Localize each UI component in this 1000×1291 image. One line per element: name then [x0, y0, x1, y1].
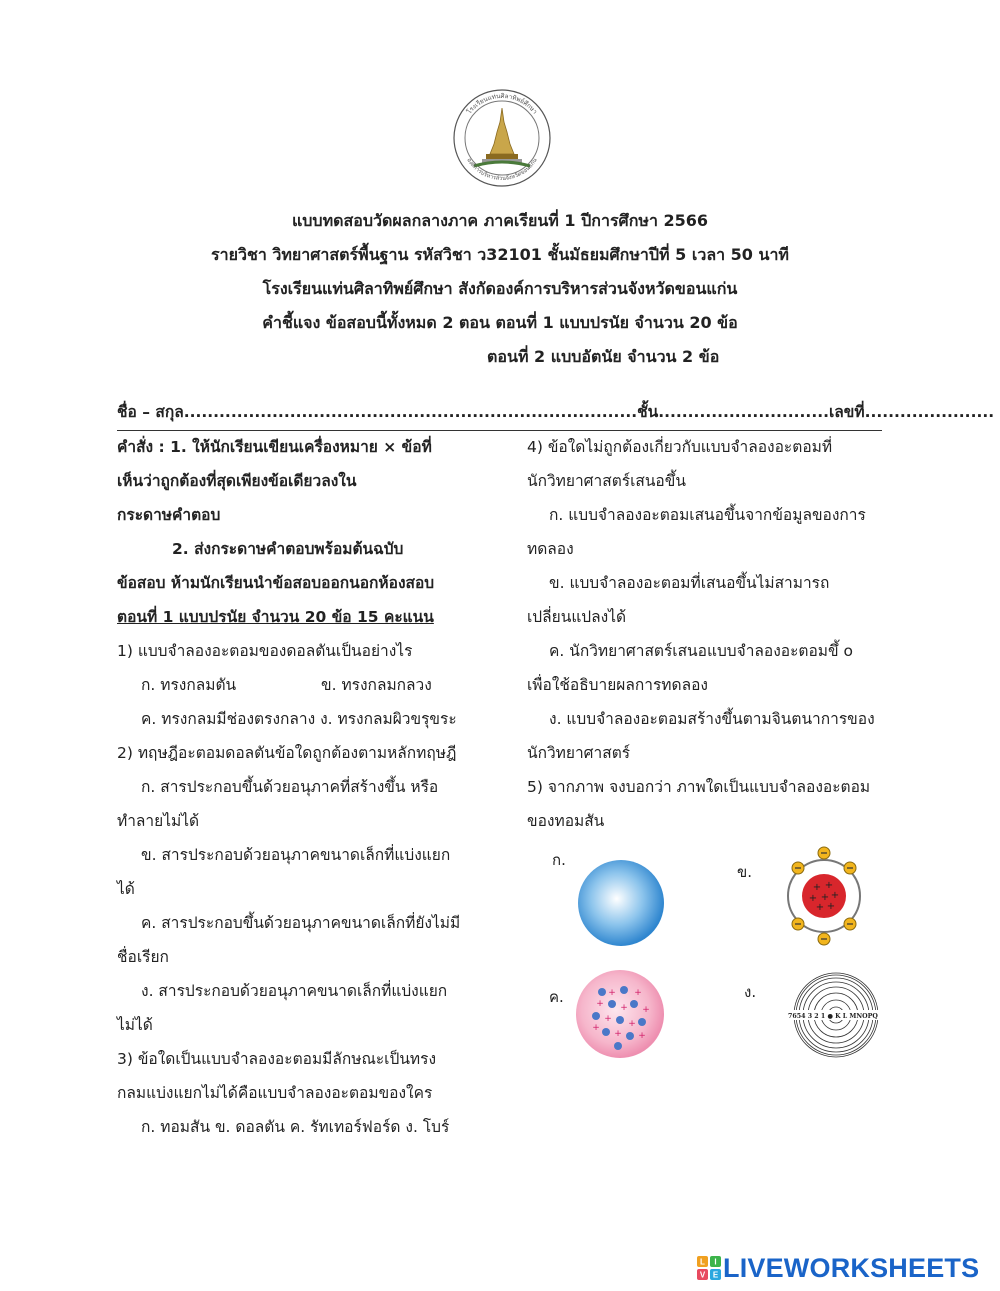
left-line	[117, 566, 487, 600]
right-text: นักวิทยาศาสตร์	[527, 744, 631, 762]
choice-d-label: ง.	[744, 983, 757, 1001]
right-text: ก. แบบจำลองอะตอมเสนอขึ้นจากข้อมูลของการ	[549, 506, 866, 524]
left-line	[117, 498, 487, 532]
right-line	[527, 532, 897, 566]
dalton-model-image[interactable]	[576, 858, 666, 952]
left-text: 1) แบบจำลองอะตอมของดอลตันเป็นอย่างไร	[117, 642, 413, 660]
svg-text:+: +	[608, 988, 616, 998]
left-text: กลมแบ่งแยกไม่ได้คือแบบจำลองอะตอมของใคร	[117, 1084, 433, 1102]
left-text: ค. สารประกอบขึ้นด้วยอนุภาคขนาดเล็กที่ยังไม่มี	[141, 914, 461, 932]
left-text: ทำลายไม่ได้	[117, 812, 200, 830]
left-text: ได้	[117, 880, 135, 898]
left-text: 3) ข้อใดเป็นแบบจำลองอะตอมมีลักษณะเป็นทรง	[117, 1050, 437, 1068]
right-text: ง. แบบจำลองอะตอมสร้างขึ้นตามจินตนาการของ	[549, 710, 875, 728]
thomson-model-image[interactable]	[574, 968, 666, 1064]
bohr-shell-model-image[interactable]	[786, 972, 886, 1062]
right-text: นักวิทยาศาสตร์เสนอขึ้น	[527, 472, 686, 490]
left-line	[117, 532, 487, 566]
left-line	[117, 940, 487, 974]
svg-text:+: +	[820, 892, 830, 903]
right-text: ค. นักวิทยาศาสตร์เสนอแบบจำลองอะตอมขึ้ o	[549, 642, 854, 660]
right-line	[527, 464, 897, 498]
left-line	[117, 634, 487, 668]
right-line	[527, 702, 897, 736]
liveworksheets-logo-icon	[697, 1256, 721, 1284]
svg-text:+: +	[620, 1003, 628, 1013]
left-text: ข้อสอบ ห้ามนักเรียนนำข้อสอบออกนอกห้องสอบ	[117, 574, 435, 592]
exam-title: แบบทดสอบวัดผลกลางภาค ภาคเรียนที่ 1 ปีการศึกษา 2566	[291, 211, 709, 230]
left-line	[117, 464, 487, 498]
svg-text:+: +	[628, 1019, 636, 1029]
right-line	[527, 770, 897, 804]
right-line	[527, 600, 897, 634]
left-line	[117, 1076, 487, 1110]
left-line	[117, 804, 487, 838]
right-text: 4) ข้อใดไม่ถูกต้องเกี่ยวกับแบบจำลองอะตอมที่	[527, 438, 833, 456]
svg-text:+: +	[592, 1023, 600, 1033]
svg-text:+: +	[830, 890, 840, 901]
seal-bottom-text: องค์การบริหารส่วนจังหวัดขอนแก่น	[465, 157, 539, 183]
bohr-electron-model-image[interactable]	[777, 846, 871, 950]
left-text: ตอนที่ 1 แบบปรนัย จำนวน 20 ข้อ 15 คะแนน	[117, 608, 434, 626]
left-line	[117, 1042, 487, 1076]
student-name-line[interactable]: ชื่อ – สกุล.............................................................................ชั้น.............................เลขที่......................	[117, 403, 995, 421]
left-line	[117, 1008, 487, 1042]
left-line	[117, 906, 487, 940]
right-line	[527, 430, 897, 464]
right-line	[527, 566, 897, 600]
right-text: ทดลอง	[527, 540, 574, 558]
svg-text:I: I	[714, 1257, 717, 1267]
left-text: เห็นว่าถูกต้องที่สุดเพียงข้อเดียวลงใน	[117, 472, 357, 490]
left-text: 2) ทฤษฎีอะตอมดอลตันข้อใดถูกต้องตามหลักทฤษฎี	[117, 744, 457, 762]
left-text: ข. สารประกอบด้วยอนุภาคขนาดเล็กที่แบ่งแยก	[141, 846, 451, 864]
left-text: คำสั่ง : 1. ให้นักเรียนเขียนเครื่องหมาย × ข้อที่	[117, 438, 432, 456]
left-line	[117, 600, 487, 634]
subject-line: รายวิชา วิทยาศาสตร์พื้นฐาน รหัสวิชา ว32101 ชั้นมัธยมศึกษาปีที่ 5 เวลา 50 นาที	[211, 245, 789, 264]
left-text: ก. สารประกอบขึ้นด้วยอนุภาคที่สร้างขึ้น หรือ	[141, 778, 439, 796]
right-text: ข. แบบจำลองอะตอมที่เสนอขึ้นไม่สามารถ	[549, 574, 830, 592]
right-line	[527, 498, 897, 532]
left-line	[117, 838, 487, 872]
left-text: ชื่อเรียก	[117, 948, 169, 966]
svg-text:L: L	[700, 1257, 705, 1267]
left-text: ค. ทรงกลมมีช่องตรงกลาง ง. ทรงกลมผิวขรุขระ	[141, 710, 457, 728]
right-line	[527, 668, 897, 702]
svg-text:+: +	[604, 1014, 612, 1024]
school-seal	[452, 88, 552, 188]
right-text: 5) จากภาพ จงบอกว่า ภาพใดเป็นแบบจำลองอะตอม	[527, 778, 871, 796]
left-line	[117, 736, 487, 770]
right-line	[527, 634, 897, 668]
left-line	[117, 702, 487, 736]
instructions-line: คำชี้แจง ข้อสอบนี้ทั้งหมด 2 ตอน ตอนที่ 1 แบบปรนัย จำนวน 20 ข้อ	[262, 313, 738, 332]
right-text: เพื่อใช้อธิบายผลการทดลอง	[527, 676, 708, 694]
left-text: 2. ส่งกระดาษคำตอบพร้อมต้นฉบับ	[172, 540, 404, 558]
choice-c-label: ค.	[549, 988, 564, 1006]
svg-text:+: +	[634, 988, 642, 998]
left-line	[117, 872, 487, 906]
svg-text:+: +	[826, 901, 836, 912]
left-text: ไม่ได้	[117, 1016, 153, 1034]
school-line: โรงเรียนแท่นศิลาทิพย์ศึกษา สังกัดองค์การบริหารส่วนจังหวัดขอนแก่น	[262, 279, 738, 298]
left-text: กระดาษคำตอบ	[117, 506, 221, 524]
right-text: เปลี่ยนแปลงได้	[527, 608, 627, 626]
liveworksheets-brand[interactable]: LIVEWORKSHEETS	[723, 1253, 980, 1283]
choice-a-label: ก.	[552, 851, 566, 869]
left-text: ง. สารประกอบด้วยอนุภาคขนาดเล็กที่แบ่งแยก	[141, 982, 448, 1000]
right-text: ของทอมสัน	[527, 812, 605, 830]
svg-text:+: +	[815, 902, 825, 913]
right-column	[527, 430, 897, 838]
left-line	[117, 974, 487, 1008]
svg-text:+: +	[642, 1005, 650, 1015]
seal-top-text: โรงเรียนแท่นศิลาทิพย์ศึกษา	[465, 92, 539, 116]
svg-text:องค์การบริหารส่วนจังหวัดขอนแก่	[465, 157, 538, 182]
svg-text:โรงเรียนแท่นศิลาทิพย์ศึกษา	[465, 92, 538, 116]
svg-text:+: +	[808, 893, 818, 904]
left-line	[117, 1110, 487, 1144]
left-line	[117, 668, 487, 702]
left-line	[117, 770, 487, 804]
instructions-line-2: ตอนที่ 2 แบบอัตนัย จำนวน 2 ข้อ	[487, 347, 720, 366]
svg-text:+: +	[812, 882, 822, 893]
right-line	[527, 804, 897, 838]
left-column	[117, 430, 487, 1144]
bohr-shell-labels: 7654 3 2 1 ● K L MNOPQ	[788, 1013, 878, 1020]
svg-text:+: +	[596, 999, 604, 1009]
svg-text:+: +	[614, 1029, 622, 1039]
left-text: ก. ทอมสัน ข. ดอลตัน ค. รัทเทอร์ฟอร์ด ง. โบร์	[141, 1118, 450, 1136]
left-text-2: ข. ทรงกลมกลวง	[321, 676, 432, 694]
right-line	[527, 736, 897, 770]
left-text: ก. ทรงกลมตัน	[141, 676, 237, 694]
svg-text:+: +	[824, 880, 834, 891]
svg-text:E: E	[712, 1270, 719, 1280]
svg-text:V: V	[699, 1270, 706, 1280]
left-line	[117, 430, 487, 464]
svg-text:+: +	[638, 1031, 646, 1041]
choice-b-label: ข.	[737, 863, 753, 881]
